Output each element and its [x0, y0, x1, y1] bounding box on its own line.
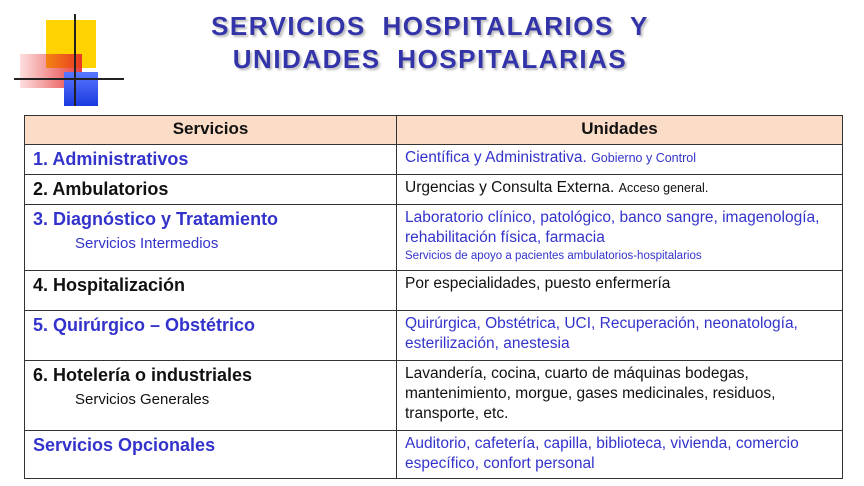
units-note: Gobierno y Control — [591, 151, 696, 165]
header-units: Unidades — [397, 116, 843, 145]
table-row — [25, 361, 843, 431]
units-note: Acceso general. — [618, 181, 709, 195]
units-cell — [397, 431, 843, 479]
units-text: Quirúrgica, Obstétrica, UCI, Recuperación, neonatología, esterilización, anestesia — [405, 315, 798, 352]
table-header-row — [25, 116, 843, 145]
services-table — [24, 115, 843, 479]
service-cell — [25, 145, 397, 175]
units-text: Por especialidades, puesto enfermería — [405, 275, 671, 292]
decorative-squares-logo — [14, 14, 134, 104]
table-row — [25, 205, 843, 271]
vertical-line — [74, 14, 76, 106]
units-cell — [397, 361, 843, 431]
units-cell — [397, 145, 843, 175]
title-line-2: UNIDADES HOSPITALARIAS — [232, 44, 628, 74]
service-name: Servicios Opcionales — [33, 435, 216, 455]
service-name: 2. Ambulatorios — [33, 179, 169, 199]
service-name: 5. Quirúrgico – Obstétrico — [33, 315, 256, 335]
title-line-1: SERVICIOS HOSPITALARIOS Y — [211, 11, 649, 41]
units-text: Auditorio, cafetería, capilla, biblioteca, vivienda, comercio específico, confort personal — [405, 435, 799, 472]
units-cell — [397, 205, 843, 271]
units-main: Científica y Administrativa. — [405, 149, 587, 166]
table-row — [25, 175, 843, 205]
service-name: 3. Diagnóstico y Tratamiento — [33, 209, 279, 229]
table-row — [25, 431, 843, 479]
page-title — [120, 10, 740, 76]
units-note: Servicios de apoyo a pacientes ambulatorios-hospitalarios — [405, 250, 702, 262]
units-cell — [397, 271, 843, 311]
service-subtitle: Servicios Intermedios — [75, 235, 219, 252]
service-cell — [25, 205, 397, 271]
units-text — [405, 178, 834, 198]
units-cell — [397, 175, 843, 205]
horizontal-line — [14, 78, 124, 80]
units-text: Lavandería, cocina, cuarto de máquinas bodegas, mantenimiento, morgue, gases medicinales, residuos, transporte, etc. — [405, 365, 776, 422]
units-main: Urgencias y Consulta Externa. — [405, 179, 615, 196]
service-cell — [25, 361, 397, 431]
service-name: 4. Hospitalización — [33, 275, 186, 295]
units-text — [405, 208, 834, 264]
table-row — [25, 145, 843, 175]
service-cell — [25, 271, 397, 311]
service-subtitle: Servicios Generales — [75, 391, 210, 408]
table-row — [25, 311, 843, 361]
service-cell — [25, 175, 397, 205]
units-text — [405, 148, 834, 168]
units-main: Laboratorio clínico, patológico, banco sangre, imagenología, rehabilitación física, farmacia — [405, 209, 820, 246]
units-cell — [397, 311, 843, 361]
service-cell — [25, 311, 397, 361]
table-row — [25, 271, 843, 311]
service-name: 6. Hotelería o industriales — [33, 365, 253, 385]
header-services: Servicios — [25, 116, 397, 145]
service-cell — [25, 431, 397, 479]
service-name: 1. Administrativos — [33, 149, 189, 169]
